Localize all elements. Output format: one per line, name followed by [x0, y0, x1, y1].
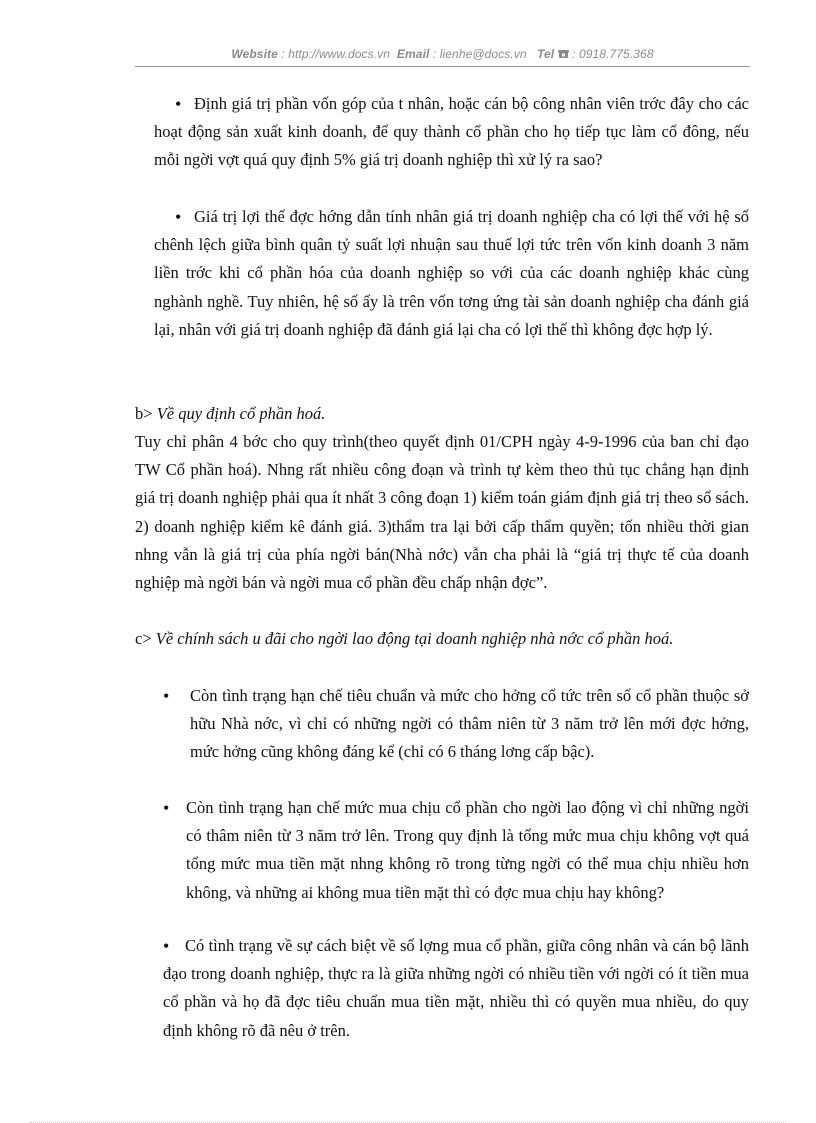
section-b-title: Về quy định cổ phần hoá. — [156, 404, 326, 423]
website-label: Website — [231, 47, 278, 61]
bullet-paragraph: Còn tình trạng hạn chế mức mua chịu cổ phần cho ngời lao động vì chỉ những ngời có thâm niên từ 3 năm trở lên. Trong quy định là tổng mức mua chịu không vợt quá tổng mức mua tiền mặt nhng không rõ trong từng ngời có thể mua chịu nhiều hơn không, và những ai không mua tiền mặt thì có đợc mua chịu hay không? — [186, 798, 749, 902]
website-value[interactable]: : http://www.docs.vn — [281, 47, 391, 61]
bullet-icon: • — [175, 207, 182, 227]
bullet-paragraph: Giá trị lợi thế đợc hớng dẫn tính nhân giá trị doanh nghiệp cha có lợi thế với hệ số chênh lệch giữa bình quân tỷ suất lợi nhuận sau thuế lợi tức trên vốn kinh doanh 3 năm liền trớc khi cổ phần hóa của doanh nghiệp so với của các doanh nghiệp khác cùng nghành nghề. Tuy nhiên, hệ số ấy là trên vốn tơng ứng tài sản doanh nghiệp cha đánh giá lại, nhân với giá trị doanh nghiệp đã đánh giá lại cha có lợi thế thì không đợc hợp lý. — [154, 207, 749, 339]
section-b-prefix: b> — [135, 404, 153, 423]
bullet-icon: • — [163, 936, 170, 956]
bullet-paragraph: Còn tình trạng hạn chế tiêu chuẩn và mức cho hởng cổ tức trên số cổ phần thuộc sở hữu Nhà nớc, vì chỉ có những ngời có thâm niên từ 3 năm trở lên mới đợc hởng, mức hởng cũng không đáng kể (chỉ có 6 tháng lơng cấp bậc). — [190, 686, 749, 762]
bullet-paragraph: Định giá trị phần vốn góp của t nhân, hoặc cán bộ công nhân viên trớc đây cho các hoạt động sản xuất kinh doanh, để quy thành cổ phần cho họ tiếp tục làm cổ đông, nếu mỗi ngời vợt quá quy định 5% giá trị doanh nghiệp thì xử lý ra sao? — [154, 94, 749, 170]
tel-label: Tel — [537, 47, 555, 61]
bullet-icon: • — [163, 686, 170, 706]
section-c-heading — [135, 625, 749, 653]
section-c-prefix: c> — [135, 629, 152, 648]
section-c-title: Về chính sách u đãi cho ngời lao động tại doanh nghiệp nhà nớc cổ phần hoá. — [155, 629, 674, 648]
email-label: Email — [396, 47, 430, 61]
tel-value: : 0918.775.368 — [572, 47, 654, 61]
section-b-body: Tuy chỉ phân 4 bớc cho quy trình(theo quyết định 01/CPH ngày 4-9-1996 của ban chỉ đạo TW Cổ phần hoá). Nhng rất nhiều công đoạn và trình tự kèm theo thủ tục chẳng hạn định giá trị doanh nghiệp phải qua ít nhất 3 công đoạn 1) kiểm toán giám định giá trị theo sổ sách. 2) doanh nghiệp kiểm kê đánh giá. 3)thẩm tra lại bởi cấp thẩm quyền; tốn nhiều thời gian nhng vẫn là giá trị của phía ngời bán(Nhà nớc) vẫn cha phải là “giá trị thực tế của doanh nghiệp mà ngời bán và ngời mua cổ phần đều chấp nhận đợc”. — [135, 432, 749, 593]
page-header — [135, 47, 750, 61]
section-b-heading — [135, 400, 325, 428]
bullet-icon: • — [175, 94, 182, 114]
bullet-icon: • — [163, 798, 170, 818]
phone-icon — [558, 47, 572, 61]
email-value[interactable]: : lienhe@docs.vn — [432, 47, 527, 61]
bullet-paragraph: Có tình trạng về sự cách biệt về số lợng mua cổ phần, giữa công nhân và cán bộ lãnh đạo trong doanh nghiệp, thực ra là giữa những ngời có nhiều tiền với ngời có ít tiền mua cổ phần và họ đã đợc tiêu chuẩn mua tiền mặt, nhiều thì có quyền mua nhiều, do quy định không rõ đã nêu ở trên. — [163, 936, 749, 1040]
header-divider — [135, 66, 750, 67]
